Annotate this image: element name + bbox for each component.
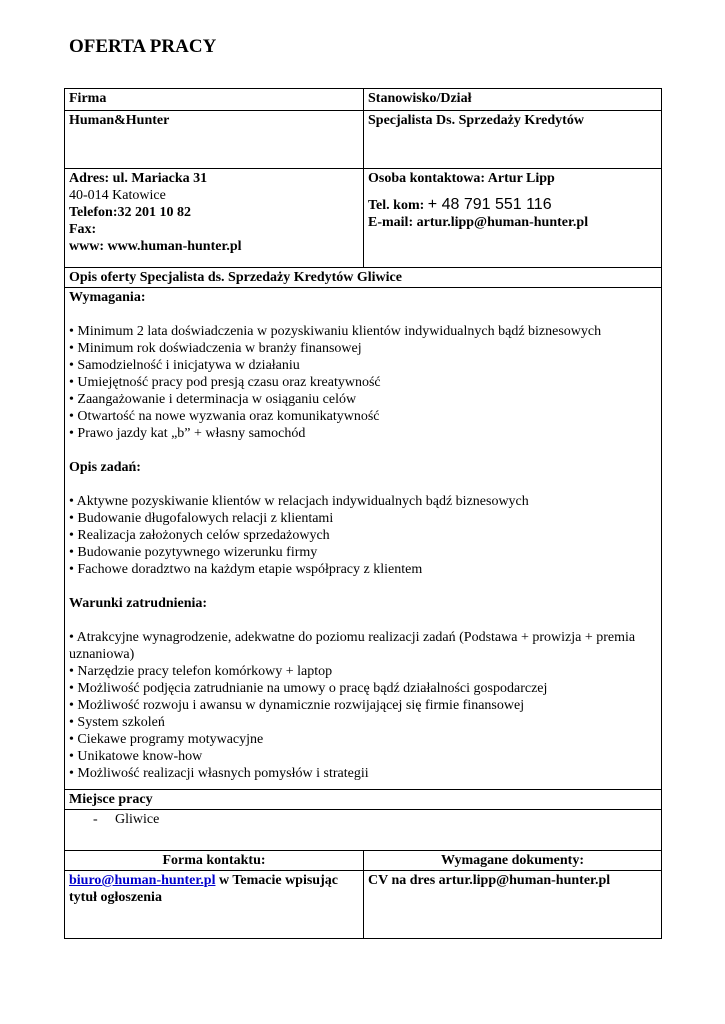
place-item (69, 811, 657, 828)
place-dash: - (93, 812, 98, 827)
list-item: • Otwartość na nowe wyzwania oraz komunikatywność (69, 409, 380, 424)
list-item: • Prawo jazdy kat „b” + własny samochód (69, 426, 306, 441)
address-cell (65, 169, 364, 268)
contact-form-cell (65, 871, 364, 939)
list-item: • Możliwość realizacji własnych pomysłów i strategii (69, 766, 369, 781)
tel-label: Tel. kom: (368, 198, 425, 213)
list-item: • Minimum rok doświadczenia w branży finansowej (69, 341, 362, 356)
list-item: • Budowanie długofalowych relacji z klientami (69, 511, 334, 526)
place-heading: Miejsce pracy (65, 790, 662, 810)
firma-value: Human&Hunter (65, 111, 364, 169)
address-fax: Fax: (69, 222, 97, 237)
list-item: • Umiejętność pracy pod presją czasu oraz kreatywność (69, 375, 381, 390)
list-item: • Możliwość podjęcia zatrudnianie na umowy o pracę bądź działalności gospodarczej (69, 681, 548, 696)
tel-value: + 48 791 551 116 (427, 196, 552, 213)
list-item: • Atrakcyjne wynagrodzenie, adekwatne do poziomu realizacji zadań (Podstawa + prowizja + premia uznaniowa) (69, 630, 636, 662)
requirements-list (69, 323, 657, 442)
conditions-title: Warunki zatrudnienia: (69, 596, 208, 611)
description-body (65, 288, 662, 790)
firma-label: Firma (65, 89, 364, 111)
contact-person-tel (368, 196, 657, 214)
contact-person-name: Osoba kontaktowa: Artur Lipp (368, 171, 555, 186)
list-item: • Ciekawe programy motywacyjne (69, 732, 264, 747)
documents-cell: CV na dres artur.lipp@human-hunter.pl (364, 871, 662, 939)
list-item: • Aktywne pozyskiwanie klientów w relacjach indywidualnych bądź biznesowych (69, 494, 529, 509)
list-item: • Budowanie pozytywnego wizerunku firmy (69, 545, 318, 560)
list-item: • Zaangażowanie i determinacja w osiąganiu celów (69, 392, 357, 407)
address-phone: Telefon:32 201 10 82 (69, 205, 191, 220)
description-heading: Opis oferty Specjalista ds. Sprzedaży Kredytów Gliwice (65, 268, 662, 288)
list-item: • Możliwość rozwoju i awansu w dynamicznie rozwijającej się firmie finansowej (69, 698, 525, 713)
requirements-title: Wymagania: (69, 290, 146, 305)
list-item: • Unikatowe know-how (69, 749, 203, 764)
place-value: Gliwice (115, 812, 160, 827)
offer-header-table (64, 88, 662, 939)
list-item: • System szkoleń (69, 715, 165, 730)
stanowisko-value: Specjalista Ds. Sprzedaży Kredytów (364, 111, 662, 169)
contact-person-email: E-mail: artur.lipp@human-hunter.pl (368, 215, 589, 230)
stanowisko-label: Stanowisko/Dział (364, 89, 662, 111)
contact-email-suffix: w Temacie wpisując tytuł ogłoszenia (69, 873, 338, 905)
list-item: • Minimum 2 lata doświadczenia w pozyskiwaniu klientów indywidualnych bądź biznesowych (69, 324, 602, 339)
list-item: • Realizacja założonych celów sprzedażowych (69, 528, 330, 543)
list-item: • Samodzielność i inicjatywa w działaniu (69, 358, 300, 373)
documents-heading: Wymagane dokumenty: (364, 851, 662, 871)
list-item: • Narzędzie pracy telefon komórkowy + laptop (69, 664, 333, 679)
tasks-list (69, 493, 657, 578)
place-cell (65, 810, 662, 851)
address-line2: 40-014 Katowice (69, 188, 166, 203)
page-title: OFERTA PRACY (69, 36, 217, 57)
tasks-title: Opis zadań: (69, 460, 141, 475)
address-line1: Adres: ul. Mariacka 31 (69, 171, 208, 186)
offer-document (64, 88, 661, 939)
contact-person-cell (364, 169, 662, 268)
contact-form-heading: Forma kontaktu: (65, 851, 364, 871)
conditions-list (69, 629, 657, 782)
address-www: www: www.human-hunter.pl (69, 239, 242, 254)
contact-email-link[interactable]: biuro@human-hunter.pl (69, 873, 216, 888)
list-item: • Fachowe doradztwo na każdym etapie współpracy z klientem (69, 562, 423, 577)
